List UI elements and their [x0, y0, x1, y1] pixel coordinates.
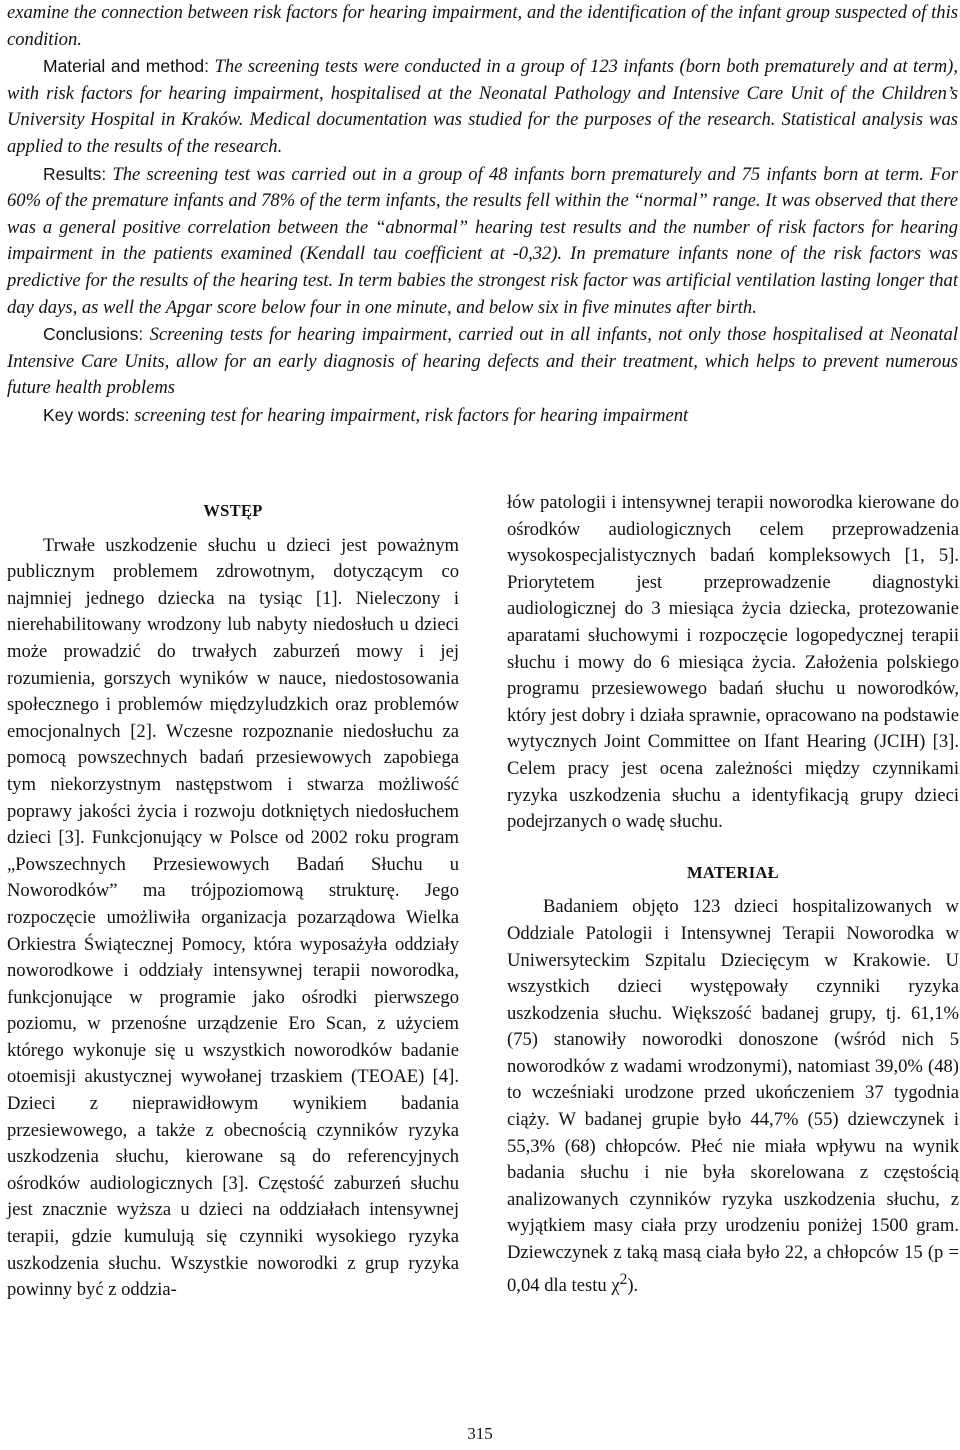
left-column: [7, 490, 459, 1304]
results-label: Results:: [43, 163, 107, 184]
method-label: Material and method:: [43, 56, 210, 77]
abstract: [7, 0, 958, 430]
intro-paragraph-continued: łów patologii i intensywnej terapii noworodka kierowane do ośrodków audiologicznych celem przeprowadzenia wysokospecjalistycznych badań kompleksowych [1, 5]. Priorytetem jest przeprowadzenie diagnostyki audiologicznej do 3 miesiąca życia dziecka, protezowanie aparatami słuchowymi i rozpoczęcie logopedycznej terapii słuchu i mowy do 6 miesiąca życia. Założenia polskiego programu przesiewowego badań słuchu u noworodków, który jest dobry i działa sprawnie, opracowano na podstawie wytycznych Joint Committee on Ifant Hearing (JCIH) [3]. Celem pracy jest ocena zależności między czynnikami ryzyka uszkodzenia słuchu a identyfikacją grupy dzieci podejrzanych o wadę słuchu.: [507, 492, 959, 833]
intro-paragraph: Trwałe uszkodzenie słuchu u dzieci jest poważnym publicznym problemem zdrowotnym, dotyczącym co najmniej jednego dziecka na tysiąc [1]. Nieleczony i nierehabilitowany wrodzony lub nabyty niedosłuch u dzieci może prowadzić do trwałych zaburzeń mowy i jej rozumienia, gorszych wyników w nauce, niedostosowania społecznego i problemów międzyludzkich oraz problemów emocjonalnych [2]. Wczesne rozpoznanie niedosłuchu za pomocą powszechnych badań przesiewowych zapobiega tym niekorzystnym następstwom i stwarza możliwość poprawy jakości życia i rozwoju dotkniętych niedosłuchem dzieci [3]. Funkcjonujący w Polsce od 2002 roku program „Powszechnych Przesiewowych Badań Słuchu u Noworodków” ma trójpoziomową strukturę. Jego rozpoczęcie umożliwiła organizacja pozarządowa Wielka Orkiestra Świątecznej Pomocy, która wyposażyła oddziały noworodkowe i oddziały intensywnej terapii noworodka, funkcjonujące w programie jako ośrodki pierwszego poziomu, w przenośne urządzenie Ero Scan, z użyciem którego wykonuje się u wszystkich noworodków badanie otoemisji akustycznej wywołanej trzaskiem (TEOAE) [4]. Dzieci z nieprawidłowym wynikiem badania przesiewowego, a także z obecnością czynników ryzyka uszkodzenia słuchu, kierowane są do referencyjnych ośrodków audiologicznych [3]. Częstość zaburzeń słuchu jest znacznie wyższa u dzieci na oddziałach intensywnej terapii, gdzie kumulują się czynniki wysokiego ryzyka uszkodzenia słuchu. Wszystkie noworodki z grup ryzyka powinny być z oddzia-: [7, 534, 459, 1301]
method-text: The screening tests were conducted in a group of 123 infants (born both prematurely and at term), with risk factors for hearing impairment, hospitalised at the Neonatal Pathology and Intensive Care Unit of the Children’s University Hospital in Kraków. Medical documentation was studied for the purposes of the research. Statistical analysis was applied to the results of the research.: [7, 56, 958, 157]
material-paragraph: [507, 894, 959, 1299]
abstract-intro: [7, 0, 958, 53]
conclusions-text: Screening tests for hearing impairment, carried out in all infants, not only those hospitalised at Neonatal Intensive Care Units, allow for an early diagnosis of hearing defects and their treatment, which helps to prevent numerous future health problems: [7, 324, 958, 399]
material-paragraph-text: Badaniem objęto 123 dzieci hospitalizowanych w Oddziale Patologii i Intensywnej Terapii Noworodka w Uniwersyteckim Szpitalu Dziecięcym w Krakowie. U wszystkich dzieci występowały czynniki ryzyka uszkodzenia słuchu. Większość badanej grupy, tj. 61,1% (75) stanowiły noworodki donoszone (wśród nich 5 noworodków z wadami wrodzonymi), natomiast 39,0% (48) to wcześniaki urodzone przed ukończeniem 37 tygodnia ciąży. W badanej grupie było 44,7% (55) dziewczynek i 55,3% (68) chłopców. Płeć nie miała wpływu na wynik badania słuchu i nie była skorelowana z częstością analizowanych czynników ryzyka uszkodzenia słuchu, z wyjątkiem masy ciała przy urodzeniu poniżej 1500 gram. Dziewczynek z taką masą ciała było 22, a chłopców 15 (p = 0,04 dla testu χ: [507, 896, 959, 1296]
abstract-results: [7, 161, 958, 322]
material-paragraph-end: ).: [627, 1274, 639, 1296]
chi-square-superscript: 2: [619, 1270, 628, 1288]
keywords-label: Key words:: [43, 404, 130, 425]
right-column: [507, 490, 959, 1299]
abstract-intro-text: examine the connection between risk factors for hearing impairment, and the identification of the infant group suspected of this condition.: [7, 2, 958, 50]
results-text: The screening test was carried out in a group of 48 infants born prematurely and 75 infants born at term. For 60% of the premature infants and 78% of the term infants, the results fell within the “normal” range. It was observed that there was a general positive correlation between the “abnormal” hearing test results and the number of risk factors for hearing impairment in the patients examined (Kendall tau coefficient at -0,32). In premature infants none of the risk factors was predictive for the results of the hearing test. In term babies the strongest risk factor was artificial ventilation lasting longer that day days, as well the Apgar score below four in one minute, and below six in five minutes after birth.: [7, 163, 958, 318]
keywords-text: screening test for hearing impairment, risk factors for hearing impairment: [134, 404, 689, 426]
abstract-keywords: [7, 402, 958, 430]
conclusions-label: Conclusions:: [43, 324, 144, 345]
section-heading-material: MATERIAŁ: [687, 862, 779, 882]
section-heading-wstep: WSTĘP: [203, 501, 263, 520]
abstract-conclusions: [7, 321, 958, 402]
abstract-method: [7, 53, 958, 160]
page-number: 315: [467, 1424, 493, 1443]
